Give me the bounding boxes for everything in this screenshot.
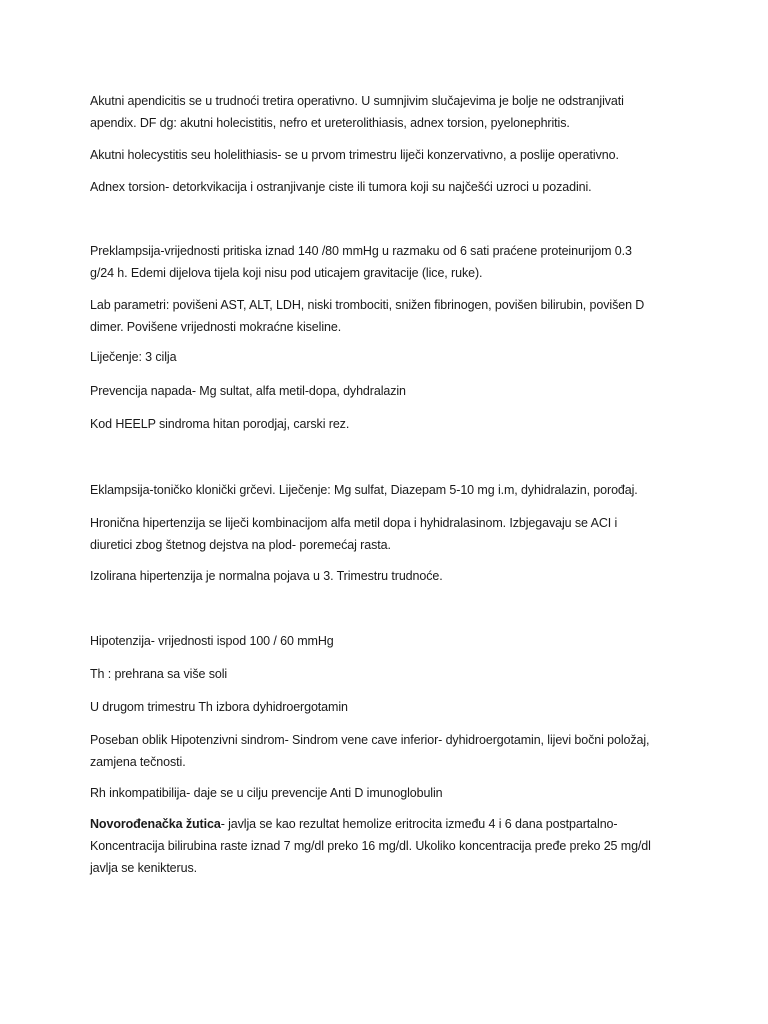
text-line: Izolirana hipertenzija je normalna pojava u 3. Trimestru trudnoće.	[90, 569, 443, 583]
paragraph-seizure-prevention	[90, 380, 690, 402]
paragraph-rh-incompatibility	[90, 782, 690, 804]
paragraph-eclampsia	[90, 479, 690, 501]
paragraph-cholecystitis	[90, 144, 690, 166]
paragraph-therapy-salt	[90, 663, 690, 685]
text-line: Prevencija napada- Mg sultat, alfa metil-dopa, dyhdralazin	[90, 384, 406, 398]
text-line: Preklampsija-vrijednosti pritiska iznad 140 /80 mmHg u razmaku od 6 sati praćene proteinurijom 0.3	[90, 244, 632, 258]
paragraph-preeclampsia	[90, 240, 690, 284]
bold-term: Novorođenačka žutica	[90, 817, 221, 831]
paragraph-second-trimester	[90, 696, 690, 718]
text-line: U drugom trimestru Th izbora dyhidroergotamin	[90, 700, 348, 714]
text-line: Rh inkompatibilija- daje se u cilju prevencije Anti D imunoglobulin	[90, 786, 443, 800]
text-line: Lab parametri: povišeni AST, ALT, LDH, niski trombociti, snižen fibrinogen, povišen bilirubin, povišen D	[90, 298, 645, 312]
paragraph-hellp	[90, 413, 690, 435]
paragraph-appendicitis	[90, 90, 690, 134]
text-line: g/24 h. Edemi dijelova tijela koji nisu pod uticajem gravitacije (lice, ruke).	[90, 266, 483, 280]
text-line	[90, 813, 690, 835]
paragraph-neonatal-jaundice	[90, 813, 690, 879]
paragraph-isolated-hypertension	[90, 565, 690, 587]
paragraph-lab-parameters	[90, 294, 690, 338]
text-line: Liječenje: 3 cilja	[90, 350, 177, 364]
text-line: Akutni apendicitis se u trudnoći tretira operativno. U sumnjivim slučajevima je bolje ne odstranjivati	[90, 94, 624, 108]
text-line: javlja se kenikterus.	[90, 861, 197, 875]
text-line: zamjena tečnosti.	[90, 755, 186, 769]
text-line: Hronična hipertenzija se liječi kombinacijom alfa metil dopa i hyhidralasinom. Izbjegavaju se ACI i	[90, 516, 618, 530]
text-line: Eklampsija-toničko klonički grčevi. Liječenje: Mg sulfat, Diazepam 5-10 mg i.m, dyhidralazin, porođaj.	[90, 483, 638, 497]
text-fragment: - javlja se kao rezultat hemolize eritrocita između 4 i 6 dana postpartalno-	[220, 817, 618, 831]
text-line: dimer. Povišene vrijednosti mokraćne kiseline.	[90, 320, 342, 334]
text-line: Kod HEELP sindroma hitan porodjaj, carski rez.	[90, 417, 350, 431]
text-line: Poseban oblik Hipotenzivni sindrom- Sindrom vene cave inferior- dyhidroergotamin, lijevi bočni položaj,	[90, 733, 650, 747]
text-line: apendix. DF dg: akutni holecistitis, nefro et ureterolithiasis, adnex torsion, pyelonephritis.	[90, 116, 570, 130]
text-line: Th : prehrana sa više soli	[90, 667, 228, 681]
paragraph-adnex-torsion	[90, 176, 690, 198]
text-line: Adnex torsion- detorkvikacija i ostranjivanje ciste ili tumora koji su najčešći uzroci u pozadini.	[90, 180, 592, 194]
paragraph-treatment-goals	[90, 346, 690, 368]
text-line: diuretici zbog štetnog dejstva na plod- poremećaj rasta.	[90, 538, 391, 552]
paragraph-hypotensive-syndrome	[90, 729, 690, 773]
paragraph-hypotension	[90, 630, 690, 652]
paragraph-chronic-hypertension	[90, 512, 690, 556]
text-line: Hipotenzija- vrijednosti ispod 100 / 60 mmHg	[90, 634, 334, 648]
text-line: Akutni holecystitis seu holelithiasis- se u prvom trimestru liječi konzervativno, a poslije operativno.	[90, 148, 619, 162]
text-line: Koncentracija bilirubina raste iznad 7 mg/dl preko 16 mg/dl. Ukoliko koncentracija pređe preko 25 mg/dl	[90, 839, 651, 853]
